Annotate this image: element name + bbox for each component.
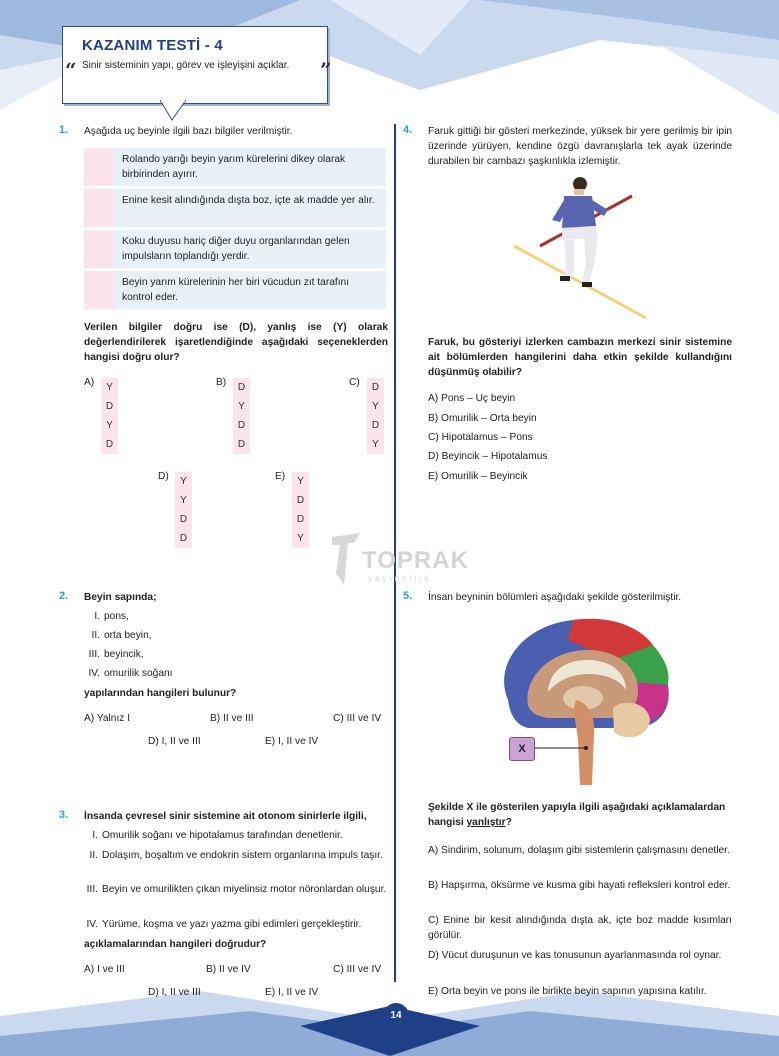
q1-option-cell: Y bbox=[372, 439, 379, 450]
q1-option-cell: Y bbox=[180, 476, 187, 487]
q5-answer-d[interactable]: D) Vücut duruşunun ve kas tonusunun ayarlanmasında rol oynar. bbox=[428, 950, 722, 961]
q1-option-cell: D bbox=[105, 401, 114, 412]
q3-number: 3. bbox=[59, 809, 69, 821]
q3-item-roman: IV. bbox=[86, 919, 98, 930]
q3-item-roman: III. bbox=[86, 884, 98, 895]
q5-number: 5. bbox=[403, 590, 413, 602]
q1-statement: Rolando yarığı beyin yarım kürelerini dikey olarak birbirinden ayırır. bbox=[122, 154, 346, 180]
q1-option-c-label[interactable]: C) bbox=[349, 377, 360, 388]
q1-question: Verilen bilgiler doğru ise (D), yanlış ise (Y) olarak değerlendirilerek işaretlendiğinde aşağıdaki seçeneklerden hangisi doğru olur? bbox=[84, 322, 388, 363]
q1-option-b-label[interactable]: B) bbox=[216, 377, 227, 388]
quote-close-mark: ” bbox=[320, 58, 332, 82]
q3-answer-c[interactable]: C) III ve IV bbox=[333, 964, 382, 975]
q4-answer-a[interactable]: A) Pons – Uç beyin bbox=[428, 393, 516, 404]
q2-answer-c[interactable]: C) III ve IV bbox=[333, 713, 382, 724]
q5-question bbox=[428, 800, 732, 830]
q4-stem: Faruk gittiği bir gösteri merkezinde, yüksek bir yere gerilmiş bir ipin üzerinde yürüyen, kendine özgü davranışlarla tek ayak üzerinde durabilen bir cambazı şaşkınlıkla izlemiştir. bbox=[428, 126, 732, 167]
q4-number: 4. bbox=[403, 124, 413, 136]
page-number: 14 bbox=[383, 1003, 409, 1029]
q1-option-a-column[interactable] bbox=[101, 378, 118, 454]
quote-open-mark: “ bbox=[65, 58, 77, 82]
q4-question: Faruk, bu gösteriyi izlerken cambazın merkezi sinir sistemine ait bölümlerden hangilerini daha etkin şekilde kullandığını düşünmüş olabilir? bbox=[428, 337, 732, 378]
q3-answer-e[interactable]: E) I, II ve IV bbox=[265, 987, 319, 998]
q1-option-cell: D bbox=[237, 382, 246, 393]
q3-item-text: Dolaşım, boşaltım ve endokrin sistem organlarına impuls taşır. bbox=[102, 850, 383, 861]
q1-answer-cell[interactable] bbox=[84, 230, 114, 268]
q2-item-text: orta beyin, bbox=[104, 630, 152, 641]
q1-option-cell: D bbox=[179, 514, 188, 525]
q2-answer-a[interactable]: A) Yalnız I bbox=[84, 713, 131, 724]
q1-option-a-label[interactable]: A) bbox=[84, 377, 95, 388]
watermark-logo-icon bbox=[332, 533, 360, 585]
q5-answer-b[interactable]: B) Hapşırma, öksürme ve kusma gibi hayati refleksleri kontrol eder. bbox=[428, 880, 731, 891]
q5-answer-c[interactable]: C) Enine bir kesit alındığında dışta ak, içte boz madde kısımları görülür. bbox=[428, 915, 732, 941]
q1-option-cell: Y bbox=[106, 382, 113, 393]
q3-stem: İnsanda çevresel sinir sistemine ait otonom sinirlerle ilgili, bbox=[84, 811, 367, 822]
watermark-text: TOPRAK bbox=[362, 547, 469, 574]
q1-number: 1. bbox=[59, 124, 69, 136]
q2-item-roman: IV. bbox=[88, 668, 100, 679]
q1-option-e-column[interactable] bbox=[292, 472, 309, 548]
q2-answer-b[interactable]: B) II ve III bbox=[210, 713, 254, 724]
q3-answer-d[interactable]: D) I, II ve III bbox=[148, 987, 201, 998]
q1-statement: Koku duyusu hariç diğer duyu organlarından gelen impulsların toplandığı yerdir. bbox=[122, 236, 350, 262]
q4-answer-b[interactable]: B) Omurilik – Orta beyin bbox=[428, 413, 537, 424]
q2-answer-d[interactable]: D) I, II ve III bbox=[148, 736, 201, 747]
q1-option-cell: Y bbox=[297, 533, 304, 544]
q5-answer-a[interactable]: A) Sindirim, solunum, dolaşım gibi sistemlerin çalışmasını denetler. bbox=[428, 845, 730, 856]
header-box-pointer bbox=[160, 100, 186, 122]
q1-option-cell: Y bbox=[238, 401, 245, 412]
q3-answer-a[interactable]: A) I ve III bbox=[84, 964, 125, 975]
q3-question: açıklamalarından hangileri doğrudur? bbox=[84, 939, 267, 950]
q1-table-row bbox=[84, 271, 386, 309]
q1-option-cell: Y bbox=[180, 495, 187, 506]
watermark-subtext: yayıncılık bbox=[368, 574, 432, 583]
q3-item-text: Yürüme, koşma ve yazı yazma gibi edimleri gerçekleştirir. bbox=[102, 919, 362, 930]
q3-item-roman: I. bbox=[92, 830, 98, 841]
q2-item-roman: I. bbox=[94, 611, 100, 622]
q1-table-row bbox=[84, 148, 386, 186]
q1-answer-cell[interactable] bbox=[84, 148, 114, 186]
q3-item-roman: II. bbox=[89, 850, 98, 861]
q1-table-row bbox=[84, 189, 386, 227]
q1-option-cell: D bbox=[237, 439, 246, 450]
q1-option-cell: Y bbox=[297, 476, 304, 487]
q5-stem: İnsan beyninin bölümleri aşağıdaki şekilde gösterilmiştir. bbox=[428, 592, 682, 603]
q1-option-d-column[interactable] bbox=[175, 472, 192, 548]
q2-item-text: beyincik, bbox=[104, 649, 144, 660]
q2-stem: Beyin sapında; bbox=[84, 592, 157, 603]
q1-answer-cell[interactable] bbox=[84, 271, 114, 309]
q1-statement: Enine kesit alındığında dışta boz, içte ak madde yer alır. bbox=[122, 195, 375, 206]
q1-stem: Aşağıda uç beyinle ilgili bazı bilgiler verilmiştir. bbox=[84, 126, 293, 137]
q1-option-cell: D bbox=[371, 382, 380, 393]
q3-item-text: Omurilik soğanı ve hipotalamus tarafından denetlenir. bbox=[102, 830, 343, 841]
q1-option-cell: D bbox=[179, 533, 188, 544]
q1-option-d-label[interactable]: D) bbox=[158, 471, 169, 482]
q5-question-text: Şekilde X ile gösterilen yapıyla ilgili aşağıdaki açıklamalardan hangisi bbox=[428, 802, 726, 828]
q2-question: yapılarından hangileri bulunur? bbox=[84, 688, 237, 699]
q1-option-cell: Y bbox=[106, 420, 113, 431]
q1-option-e-label[interactable]: E) bbox=[275, 471, 286, 482]
q4-answer-e[interactable]: E) Omurilik – Beyincik bbox=[428, 471, 528, 482]
q2-item-roman: III. bbox=[88, 649, 100, 660]
q1-table-row bbox=[84, 230, 386, 268]
q2-item-text: pons, bbox=[104, 611, 129, 622]
q5-question-mark: ? bbox=[505, 817, 512, 828]
q1-statement: Beyin yarım kürelerinin her biri vücudun zıt tarafını kontrol eder. bbox=[122, 277, 350, 303]
q1-option-cell: D bbox=[296, 514, 305, 525]
q1-option-cell: Y bbox=[372, 401, 379, 412]
page-subtitle: Sinir sisteminin yapı, görev ve işleyişini açıklar. bbox=[82, 60, 290, 71]
q2-number: 2. bbox=[59, 590, 69, 602]
q4-answer-c[interactable]: C) Hipotalamus – Pons bbox=[428, 432, 533, 443]
q1-option-cell: D bbox=[371, 420, 380, 431]
q2-item-roman: II. bbox=[91, 630, 100, 641]
q5-question-emphasis: yanlıştır bbox=[466, 817, 506, 828]
brain-label-x: X bbox=[509, 737, 535, 761]
q2-item-text: omurilik soğanı bbox=[104, 668, 173, 679]
q4-answer-d[interactable]: D) Beyincik – Hipotalamus bbox=[428, 451, 548, 462]
q2-answer-e[interactable]: E) I, II ve IV bbox=[265, 736, 319, 747]
page-title: KAZANIM TESTİ - 4 bbox=[82, 37, 223, 54]
q3-item-text: Beyin ve omurilikten çıkan miyelinsiz motor nöronlardan oluşur. bbox=[102, 884, 387, 895]
q1-option-c-column[interactable] bbox=[367, 378, 384, 454]
q1-option-cell: D bbox=[237, 420, 246, 431]
q1-option-cell: D bbox=[105, 439, 114, 450]
q5-answer-e[interactable]: E) Orta beyin ve pons ile birlikte beyin sapının yapısına katılır. bbox=[428, 986, 707, 997]
tightrope-walker-illustration bbox=[512, 174, 648, 320]
q1-option-b-column[interactable] bbox=[233, 378, 250, 454]
q1-answer-cell[interactable] bbox=[84, 189, 114, 227]
q1-option-cell: D bbox=[296, 495, 305, 506]
q3-answer-b[interactable]: B) II ve IV bbox=[206, 964, 251, 975]
